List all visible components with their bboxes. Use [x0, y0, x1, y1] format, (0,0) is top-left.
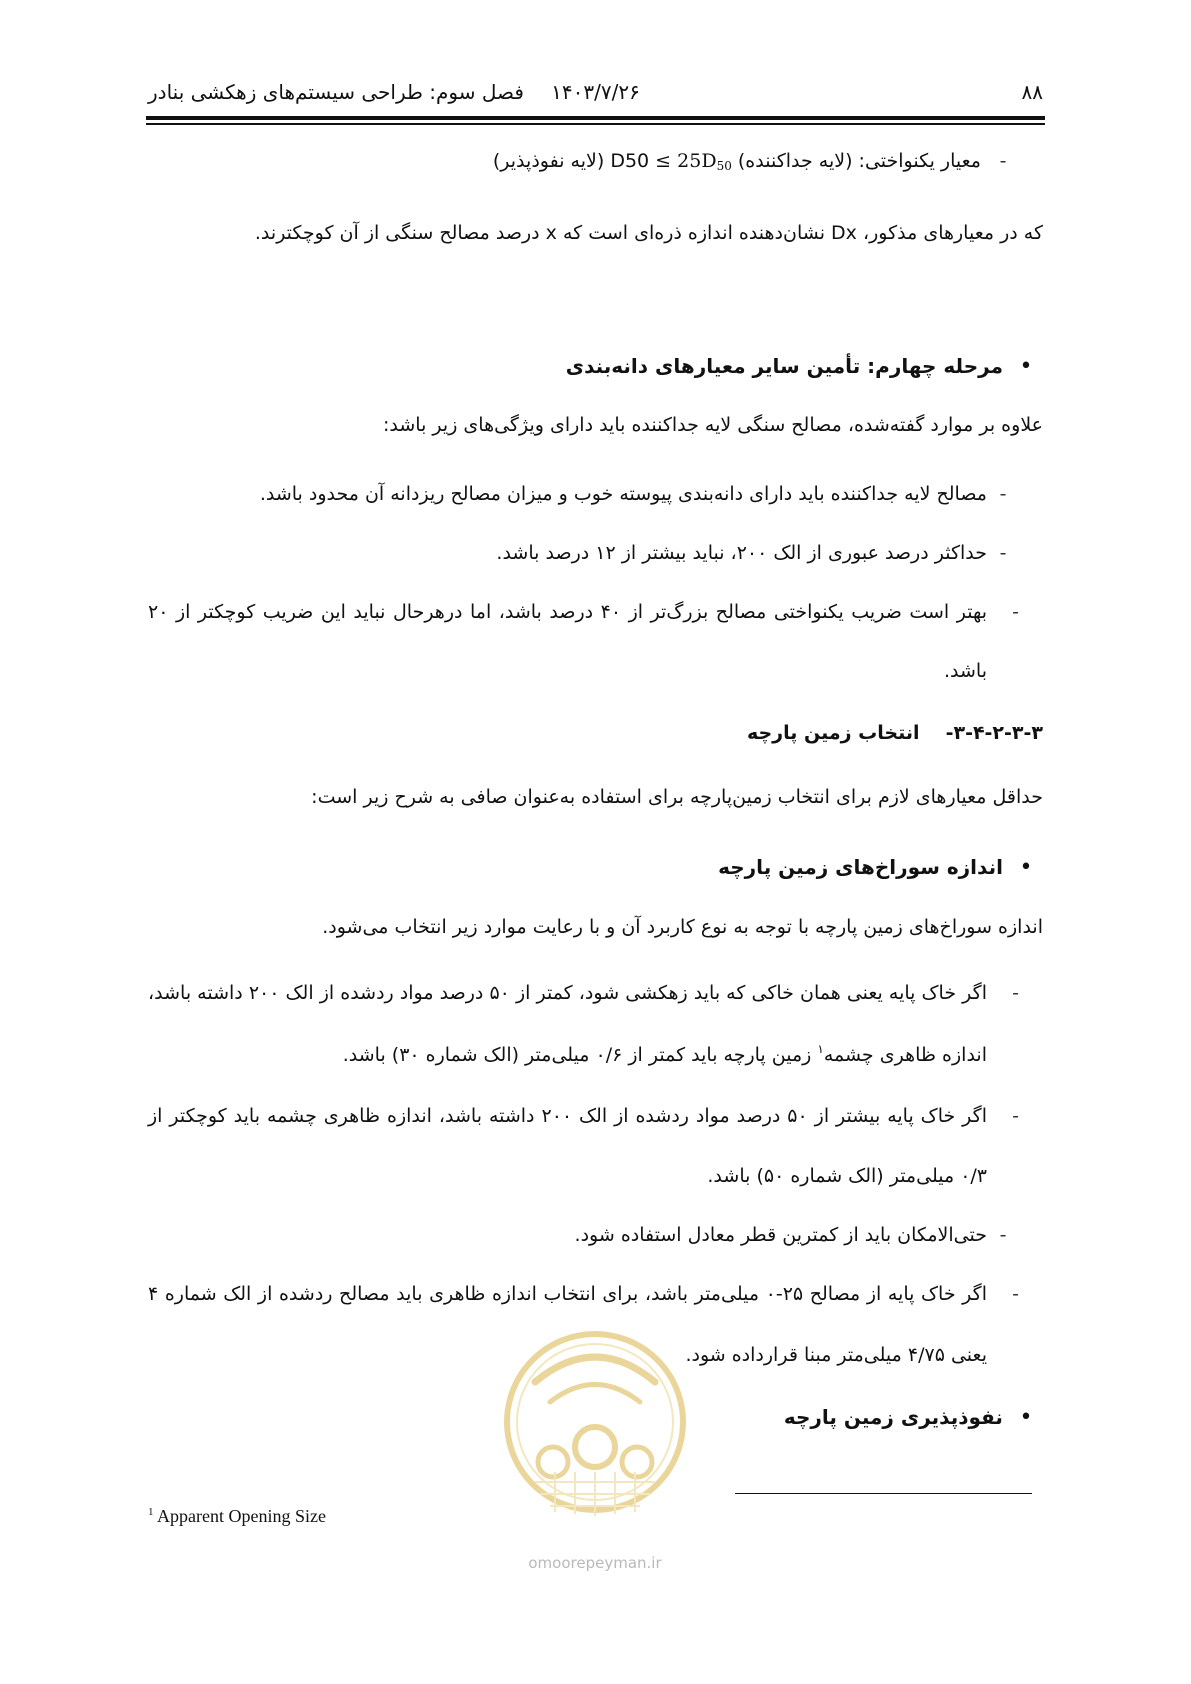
- list-item-continuation: اندازه ظاهری چشمه$^۱$ زمین پارچه باید کمتر از ۰/۶ میلی‌متر (الک شماره ۳۰) باشد.: [342, 1042, 987, 1066]
- list-item: -حداکثر درصد عبوری از الک ۲۰۰، نباید بیشتر از ۱۲ درصد باشد.: [496, 542, 1007, 564]
- list-item-continuation: یعنی ۴/۷۵ میلی‌متر مبنا قرارداده شود.: [685, 1344, 987, 1366]
- list-item: -اگر خاک پایه یعنی همان خاکی که باید زهکشی شود، کمتر از ۵۰ درصد مواد ردشده از الک ۲۰۰ داشته باشد،: [148, 982, 1019, 1004]
- uniformity-criterion: - معیار یکنواختی: (لایه جداکننده) ≤ $25D_{50}$ D50 (لایه نفوذپذیر): [492, 150, 1007, 173]
- page-header: [148, 72, 1043, 112]
- bullet-icon: •: [1019, 354, 1033, 379]
- list-item: -اگر خاک پایه از مصالح ۲۵-۰ میلی‌متر باشد، برای انتخاب اندازه ظاهری باید مصالح ردشده از الک شماره ۴: [148, 1283, 1019, 1305]
- footnote-separator: [735, 1493, 1032, 1494]
- list-item: -حتی‌الامکان باید از کمترین قطر معادل استفاده شود.: [574, 1224, 1007, 1246]
- chapter-title: فصل سوم: طراحی سیستم‌های زهکشی بنادر: [148, 80, 524, 104]
- footnote: $^1$ Apparent Opening Size: [148, 1506, 326, 1526]
- opening-intro: اندازه سوراخ‌های زمین پارچه با توجه به نوع کاربرد آن و با رعایت موارد زیر انتخاب می‌شود.: [322, 916, 1043, 938]
- watermark-logo-icon: [495, 1322, 695, 1552]
- header-rule-thin: [146, 123, 1045, 125]
- list-item-continuation: باشد.: [943, 660, 987, 682]
- stage4-intro: علاوه بر موارد گفته‌شده، مصالح سنگی لایه جداکننده باید دارای ویژگی‌های زیر باشد:: [383, 414, 1043, 436]
- footnote-ref[interactable]: ۱: [817, 1042, 824, 1056]
- page-number: ۸۸: [1021, 80, 1043, 104]
- list-item-continuation: ۰/۳ میلی‌متر (الک شماره ۵۰) باشد.: [707, 1165, 987, 1187]
- stage4-heading: • مرحله چهارم: تأمین سایر معیارهای دانه‌بندی: [566, 354, 1043, 379]
- bullet-icon: •: [1019, 1405, 1033, 1430]
- list-item: -بهتر است ضریب یکنواختی مصالح بزرگ‌تر از ۴۰ درصد باشد، اما درهرحال نباید این ضریب کوچکتر از ۲۰: [148, 601, 1019, 623]
- section-intro: حداقل معیارهای لازم برای انتخاب زمین‌پارچه برای استفاده به‌عنوان صافی به شرح زیر است:: [311, 786, 1043, 808]
- watermark-url: omoorepeyman.ir: [528, 1554, 662, 1572]
- list-item: -اگر خاک پایه بیشتر از ۵۰ درصد مواد ردشده از الک ۲۰۰ داشته باشد، اندازه ظاهری چشمه باید کوچکتر از: [148, 1105, 1019, 1127]
- permeability-heading: • نفوذپذیری زمین پارچه: [784, 1405, 1043, 1430]
- section-heading: ۳-۴-۲-۳-۳- انتخاب زمین پارچه: [746, 722, 1043, 744]
- opening-heading: • اندازه سوراخ‌های زمین پارچه: [718, 855, 1043, 880]
- bullet-icon: •: [1019, 855, 1033, 880]
- header-rule-thick: [146, 116, 1045, 120]
- list-item: -مصالح لایه جداکننده باید دارای دانه‌بندی پیوسته خوب و میزان مصالح ریزدانه آن محدود باشد.: [259, 483, 1007, 505]
- dx-definition: که در معیارهای مذکور، Dx نشان‌دهنده اندازه ذره‌ای است که x درصد مصالح سنگی از آن کوچکترند.: [254, 222, 1043, 244]
- header-date: ۱۴۰۳/۷/۲۶: [551, 80, 640, 104]
